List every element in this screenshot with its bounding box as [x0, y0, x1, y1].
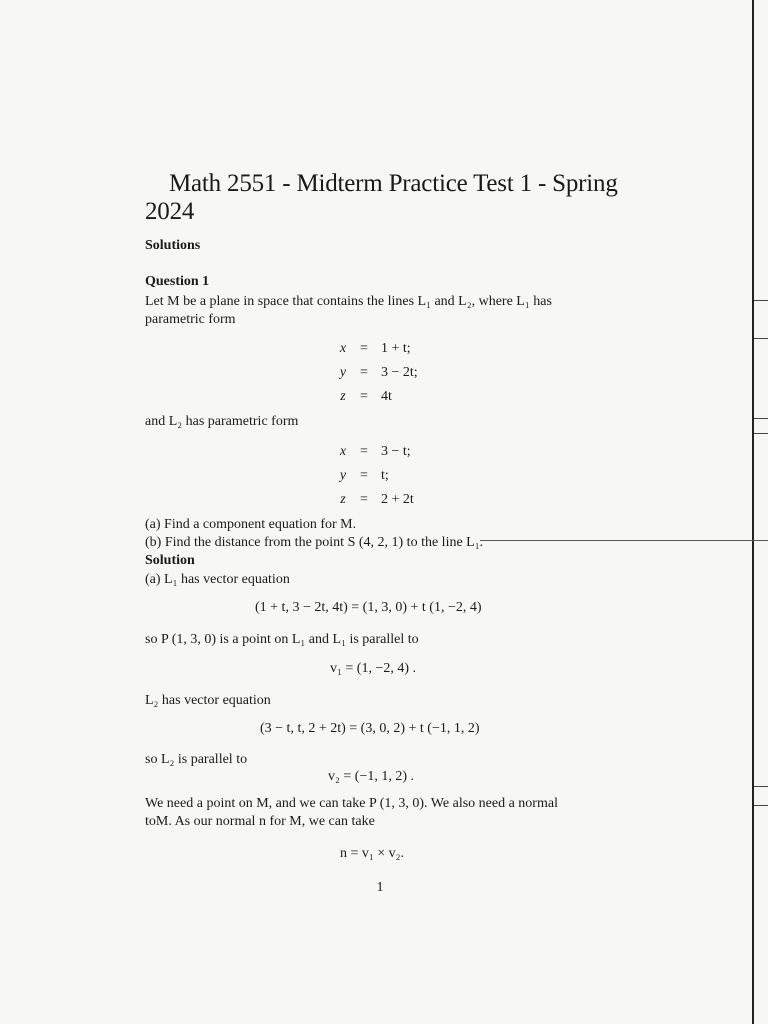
equation-row: y = t;: [339, 468, 389, 483]
part-b: (b) Find the distance from the point S (4, 2, 1) to the line L₁.: [145, 535, 484, 550]
intro-line-2: parametric form: [145, 312, 236, 327]
solution-a-line: (a) L₁ has vector equation: [145, 572, 290, 587]
equation-row: x = 1 + t;: [339, 341, 411, 356]
eq-l1-vector: (1 + t, 3 − 2t, 4t) = (1, 3, 0) + t (1, −2, 4): [255, 600, 482, 615]
edge-mark: [754, 805, 768, 806]
page-edge-line: [752, 0, 754, 1024]
l1-parametric-equations: [333, 337, 461, 409]
edge-mark: [754, 786, 768, 787]
equation-row: x = 3 − t;: [339, 444, 411, 459]
equation-row: y = 3 − 2t;: [339, 365, 418, 380]
question-heading: Question 1: [145, 274, 210, 289]
solutions-heading: Solutions: [145, 238, 201, 253]
and-l2-line: and L₂ has parametric form: [145, 414, 299, 429]
intro-line-1: Let M be a plane in space that contains the lines L₁ and L₂, where L₁ has: [145, 294, 552, 309]
l2-vector-line: L₂ has vector equation: [145, 693, 271, 708]
edge-mark: [754, 300, 768, 301]
eq-v2: v₂ = (−1, 1, 2) .: [328, 769, 414, 784]
eq-l2-vector: (3 − t, t, 2 + 2t) = (3, 0, 2) + t (−1, 1, 2): [260, 721, 480, 736]
eq-v1: v₁ = (1, −2, 4) .: [330, 661, 416, 676]
edge-mark: [754, 338, 768, 339]
solution-heading: Solution: [145, 553, 195, 568]
need-point-line-2: toM. As our normal n for M, we can take: [145, 814, 375, 829]
document-title: [145, 170, 645, 226]
title-line-2: 2024: [145, 198, 195, 225]
scan-artifact-line: [480, 540, 768, 541]
page-number: 1: [376, 880, 384, 895]
so-p-line: so P (1, 3, 0) is a point on L₁ and L₁ is parallel to: [145, 632, 419, 647]
part-a: (a) Find a component equation for M.: [145, 517, 357, 532]
edge-mark: [754, 418, 768, 419]
edge-mark: [754, 433, 768, 434]
eq-n: n = v₁ × v₂.: [340, 846, 405, 861]
title-line-1: Math 2551 - Midterm Practice Test 1 - Spring: [169, 170, 618, 197]
l2-parametric-equations: [333, 440, 461, 512]
equation-row: z = 2 + 2t: [340, 492, 414, 507]
so-l2-parallel: so L₂ is parallel to: [145, 752, 248, 767]
equation-row: z = 4t: [340, 389, 392, 404]
need-point-line-1: We need a point on M, and we can take P (1, 3, 0). We also need a normal: [145, 796, 558, 811]
